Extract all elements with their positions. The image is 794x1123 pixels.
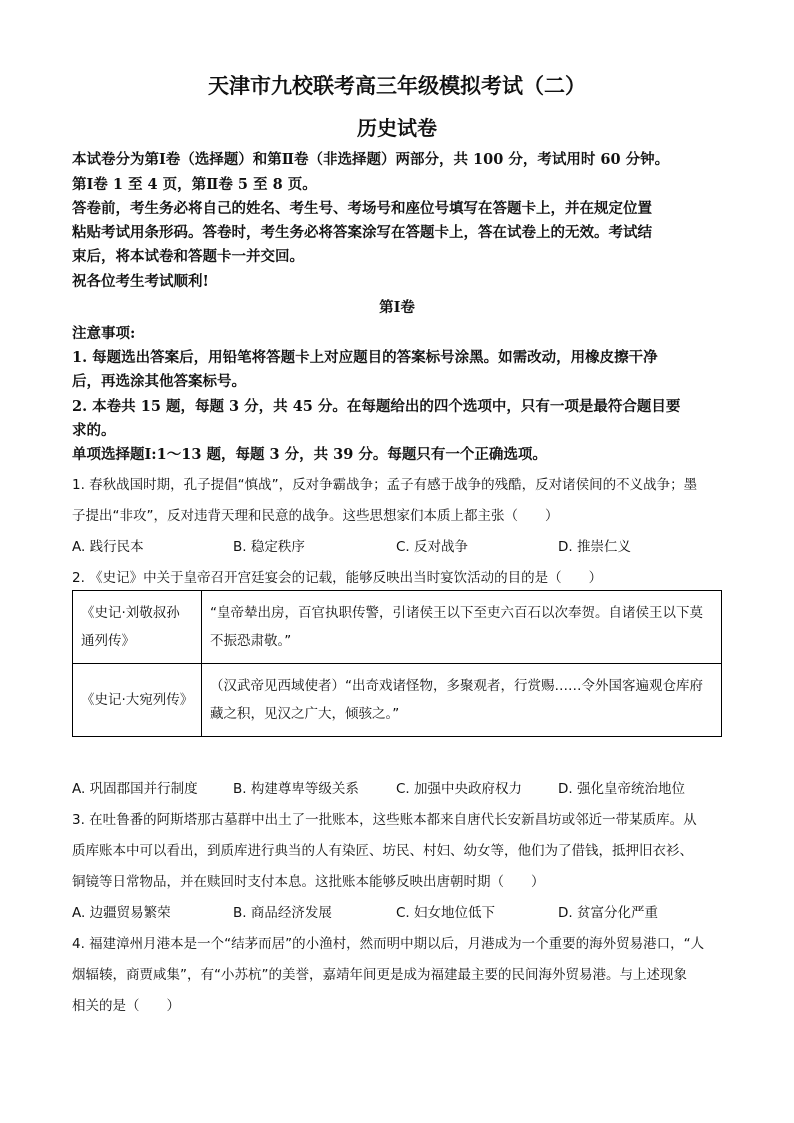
option-b: B. 稳定秩序 [233, 539, 305, 555]
note-1-line-1: 1. 每题选出答案后，用铅笔将答题卡上对应题目的答案标号涂黑。如需改动，用橡皮擦干净 [72, 349, 658, 366]
option-d: D. 贫富分化严重 [558, 905, 658, 921]
option-c: C. 加强中央政府权力 [396, 781, 523, 797]
option-a: A. 巩固郡国并行制度 [72, 781, 198, 797]
question-4-line-1: 4. 福建漳州月港本是一个“结茅而居”的小渔村，然而明中期以后，月港成为一个重要的海外贸易港口，“人 [72, 936, 705, 952]
table-source-cell: 《史记·大宛列传》 [73, 664, 202, 737]
question-3-line-2: 质库账本中可以看出，到质库进行典当的人有染匠、坊民、村妇、幼女等，他们为了借钱，抵押旧衣衫、 [72, 843, 693, 859]
option-b: B. 商品经济发展 [233, 905, 332, 921]
option-a: A. 践行民本 [72, 539, 144, 555]
exam-title: 天津市九校联考高三年级模拟考试（二） [208, 73, 586, 98]
question-3-line-1: 3. 在吐鲁番的阿斯塔那古墓群中出土了一批账本，这些账本都来自唐代长安新昌坊或邻近一带某质库。从 [72, 812, 697, 828]
question-3-line-3: 铜镜等日常物品，并在赎回时支付本息。这批账本能够反映出唐朝时期（ ） [72, 874, 545, 890]
option-a: A. 边疆贸易繁荣 [72, 905, 171, 921]
source-table [72, 590, 722, 737]
exam-subtitle: 历史试卷 [357, 116, 437, 140]
intro-line-1: 本试卷分为第Ⅰ卷（选择题）和第Ⅱ卷（非选择题）两部分，共 100 分，考试用时 60 分钟。 [72, 151, 670, 168]
question-4-line-2: 烟辐辏，商贾咸集”，有“小苏杭”的美誉，嘉靖年间更是成为福建最主要的民间海外贸易港。与上述现象 [72, 967, 687, 983]
table-row [73, 591, 722, 664]
intro-line-2: 第Ⅰ卷 1 至 4 页，第Ⅱ卷 5 至 8 页。 [72, 176, 317, 193]
question-1-line-1: 1. 春秋战国时期，孔子提倡“慎战”，反对争霸战争；孟子有感于战争的残酷，反对诸侯间的不义战争；墨 [72, 477, 698, 493]
option-d: D. 推崇仁义 [558, 539, 631, 555]
table-row [73, 664, 722, 737]
note-1-line-2: 后，再选涂其他答案标号。 [72, 373, 246, 390]
option-d: D. 强化皇帝统治地位 [558, 781, 685, 797]
section-heading: 第Ⅰ卷 [379, 299, 415, 316]
question-4-line-3: 相关的是（ ） [72, 998, 180, 1014]
intro-line-3: 答卷前，考生务必将自己的姓名、考生号、考场号和座位号填写在答题卡上，并在规定位置 [72, 200, 652, 217]
question-1-line-2: 子提出“非攻”，反对违背天理和民意的战争。这些思想家们本质上都主张（ ） [72, 508, 559, 524]
intro-line-6: 祝各位考生考试顺利! [72, 273, 209, 290]
intro-line-4: 粘贴考试用条形码。答卷时，考生务必将答案涂写在答题卡上，答在试卷上的无效。考试结 [72, 224, 652, 241]
table-text-cell: （汉武帝见西域使者）“出奇戏诸怪物，多聚观者，行赏赐……令外国客遍观仓库府藏之积，见汉之广大，倾骇之。” [202, 664, 722, 737]
table-source-cell: 《史记·刘敬叔孙通列传》 [73, 591, 202, 664]
single-choice-instructions: 单项选择题Ⅰ:1～13 题，每题 3 分，共 39 分。每题只有一个正确选项。 [72, 446, 547, 463]
note-2-line-1: 2. 本卷共 15 题，每题 3 分，共 45 分。在每题给出的四个选项中，只有一项是最符合题目要 [72, 398, 681, 415]
option-b: B. 构建尊卑等级关系 [233, 781, 359, 797]
table-text-cell: “皇帝辇出房，百官执职传警，引诸侯王以下至吏六百石以次奉贺。自诸侯王以下莫不振恐肃敬。” [202, 591, 722, 664]
option-c: C. 妇女地位低下 [396, 905, 496, 921]
note-2-line-2: 求的。 [72, 422, 116, 439]
question-2-line-1: 2. 《史记》中关于皇帝召开宫廷宴会的记载，能够反映出当时宴饮活动的目的是（ ） [72, 570, 603, 586]
option-c: C. 反对战争 [396, 539, 469, 555]
notes-title: 注意事项: [72, 325, 136, 342]
intro-line-5: 束后，将本试卷和答题卡一并交回。 [72, 248, 304, 265]
